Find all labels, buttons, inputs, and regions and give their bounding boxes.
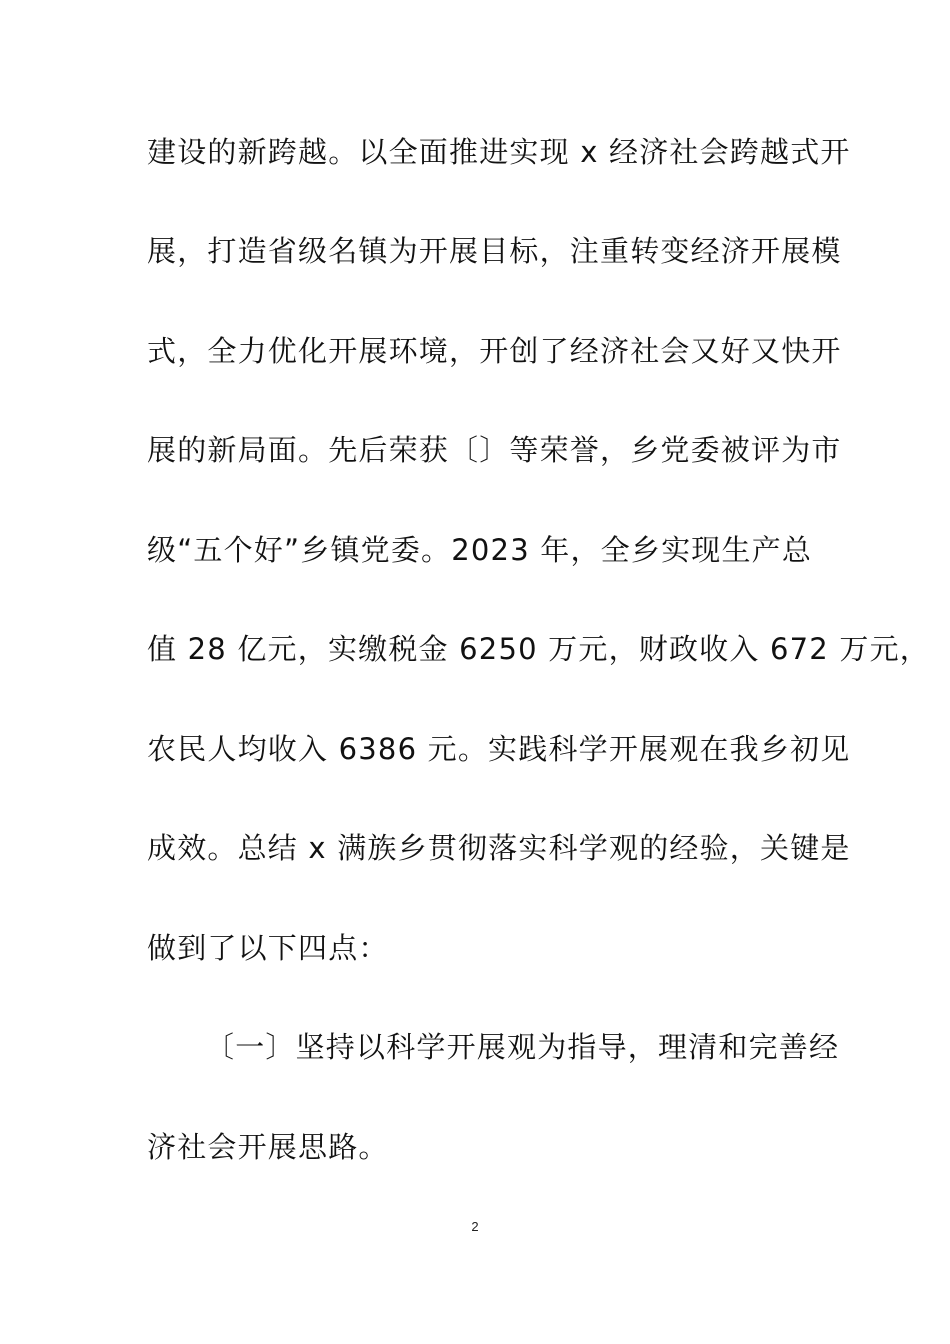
paragraph-line-1: 建设的新跨越。以全面推进实现 x 经济社会跨越式开 — [147, 135, 851, 169]
paragraph-line-5: 级“五个好”乡镇党委。2023 年，全乡实现生产总 — [147, 533, 813, 567]
paragraph-line-2: 展，打造省级名镇为开展目标，注重转变经济开展模 — [147, 234, 842, 268]
paragraph-line-3: 式，全力优化开展环境，开创了经济社会又好又快开 — [147, 334, 842, 368]
paragraph-line-4: 展的新局面。先后荣获〔〕等荣誉，乡党委被评为市 — [147, 433, 842, 467]
section-heading-line-1: 〔一〕坚持以科学开展观为指导，理清和完善经 — [205, 1030, 840, 1064]
paragraph-line-6: 值 28 亿元，实缴税金 6250 万元，财政收入 672 万元， — [147, 632, 930, 666]
paragraph-line-8: 成效。总结 x 满族乡贯彻落实科学观的经验，关键是 — [147, 831, 851, 865]
paragraph-line-7: 农民人均收入 6386 元。实践科学开展观在我乡初见 — [147, 732, 851, 766]
paragraph-line-9: 做到了以下四点： — [147, 931, 389, 965]
section-heading-line-2: 济社会开展思路。 — [147, 1130, 389, 1164]
page-number: 2 — [471, 1219, 479, 1234]
